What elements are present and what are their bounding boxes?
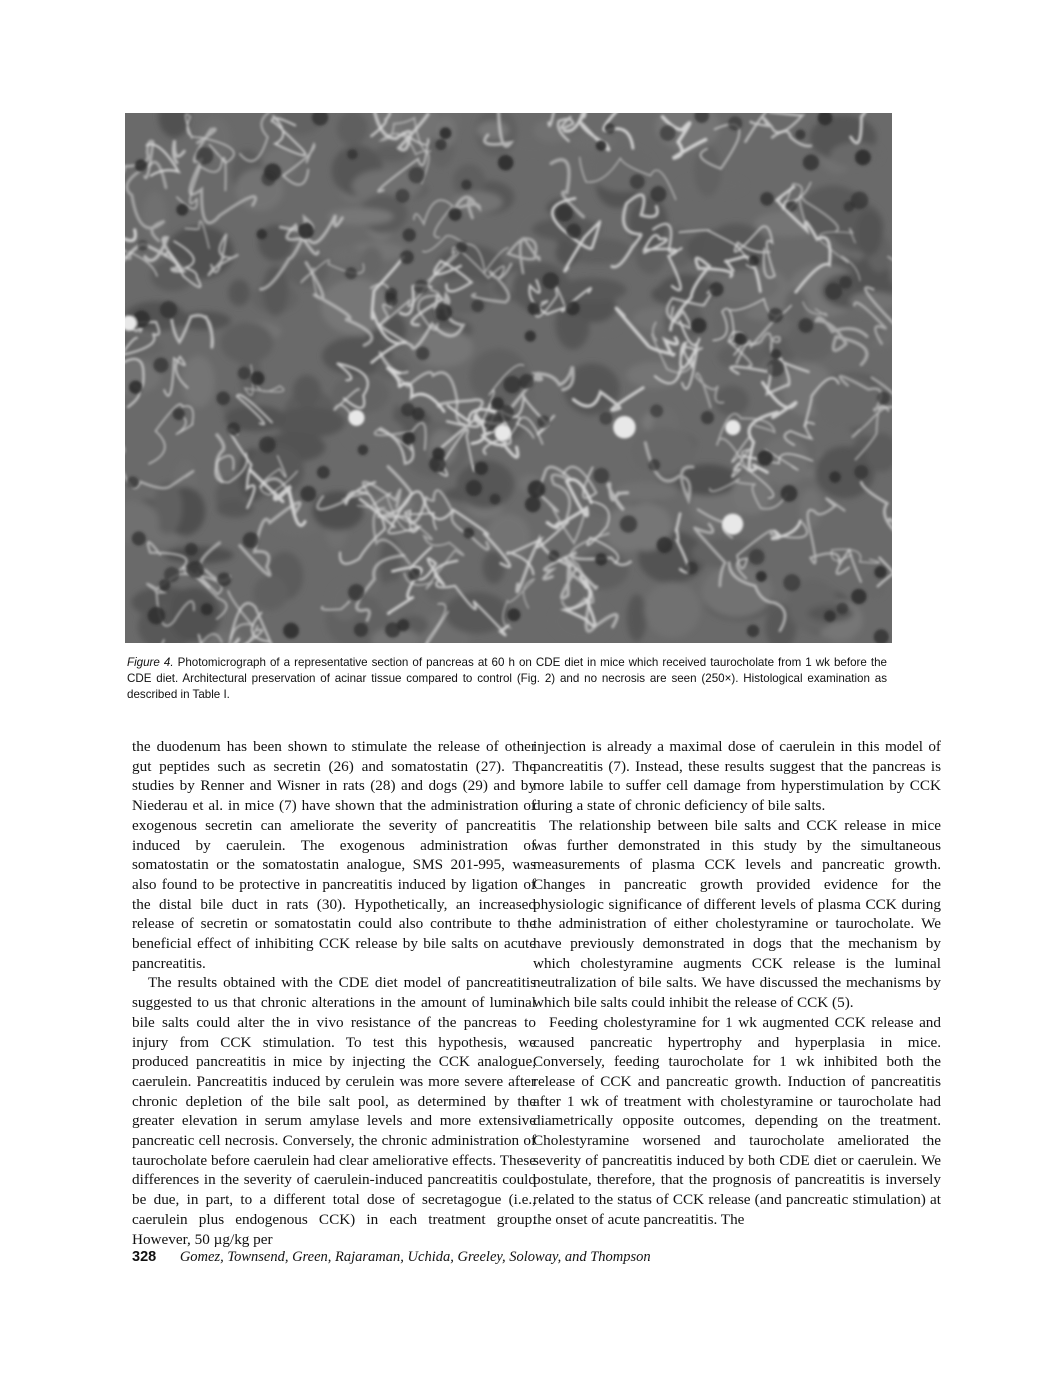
page-footer (132, 1249, 932, 1266)
figure-photomicrograph (125, 113, 892, 643)
right-paragraph-3: Feeding cholestyramine for 1 wk augmented CCK release and caused pancreatic hypertrophy and hyperplasia in mice. Conversely, feeding taurocholate for 1 wk inhibited both the release of CCK and pancreatic growth. Induction of pancreatitis after 1 wk of treatment with cholestyramine or taurocholate had diametrically opposite outcomes, depending on the treatment. Cholestyramine worsened and taurocholate ameliorated the severity of pancreatitis induced by both CDE diet or caerulein. We postulate, therefore, that the prognosis of pancreatitis is inversely related to the status of CCK release (and pancreatic stimulation) at the onset of acute pancreatitis. The (533, 1013, 941, 1228)
right-column (533, 737, 941, 1230)
photomicrograph-image (125, 113, 892, 643)
right-paragraph-2: The relationship between bile salts and CCK release in mice was further demonstrated in this study by the simultaneous measurements of plasma CCK levels and pancreatic growth. Changes in pancreatic growth provided evidence for the physiologic significance of different levels of plasma CCK during the administration of either cholestyramine or taurocholate. We have previously demonstrated in dogs that the mechanism by which cholestyramine augments CCK release is the luminal neutralization of bile salts. We have discussed the mechanisms by which bile salts could inhibit the release of CCK (5). (533, 816, 941, 1012)
page-number: 328 (132, 1249, 157, 1265)
figure-label: Figure 4. (127, 656, 174, 669)
right-paragraph-1: injection is already a maximal dose of caerulein in this model of pancreatitis (7). Instead, these results suggest that the pancreas is more labile to suffer cell damage from hyperstimulation by CCK during a state of chronic deficiency of bile salts. (533, 738, 941, 815)
author-list: Gomez, Townsend, Green, Rajaraman, Uchida, Greeley, Soloway, and Thompson (179, 1249, 651, 1265)
left-paragraph-2: The results obtained with the CDE diet model of pancreatitis suggested to us that chronic alterations in the amount of luminal bile salts could alter the in vivo resistance of the pancreas to injury from CCK stimulation. To test this hypothesis, we produced pancreatitis in mice by injecting the CCK analogue, caerulein. Pancreatitis induced by cerulein was more severe after chronic depletion of the bile salt pool, as determined by the greater elevation in serum amylase levels and more extensive pancreatic cell necrosis. Conversely, the chronic administration of taurocholate before caerulein had clear ameliorative effects. These differences in the severity of caerulein-induced pancreatitis could be due, in part, to a different total dose of secretagogue (i.e., caerulein plus endogenous CCK) in each treatment group. However, 50 µg/kg per (132, 974, 536, 1248)
figure-caption-text: Photomicrograph of a representative section of pancreas at 60 h on CDE diet in mice which received taurocholate from 1 wk before the CDE diet. Architectural preservation of acinar tissue compared to control (Fig. 2) and no necrosis are seen (250×). Histological examination as described in Table I. (127, 656, 887, 701)
left-column (132, 737, 536, 1249)
left-paragraph-1: the duodenum has been shown to stimulate the release of other gut peptides such as secretin (26) and somatostatin (27). The studies by Renner and Wisner in rats (28) and dogs (29) and by Niederau et al. in mice (7) have shown that the administration of exogenous secretin can ameliorate the severity of pancreatitis induced by caerulein. The exogenous administration of somatostatin or the somatostatin analogue, SMS 201-995, was also found to be protective in pancreatitis induced by ligation of the distal bile duct in rats (30). Hypothetically, an increased release of secretin or somatostatin could also contribute to the beneficial effect of inhibiting CCK release by bile salts on acute pancreatitis. (132, 738, 536, 972)
figure-caption (127, 655, 887, 703)
